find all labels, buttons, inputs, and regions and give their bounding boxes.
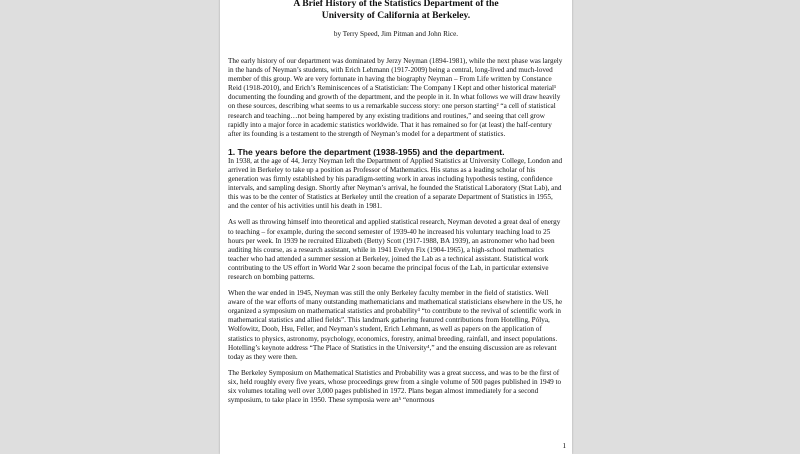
intro-paragraph: The early history of our department was dominated by Jerzy Neyman (1894-1981), while the next phase was largely in the hands of Neyman’s students, with Erich Lehmann (1917-2009) being a central, long-lived and much-loved member of this group. We are very fortunate in having the biography Neyman – From Life written by Constance Reid (1918-2010), and Erich’s Reminiscences of a Statistician: The Company I Kept and other historical material¹ documenting the founding and growth of the department, and the people in it. In what follows we will draw heavily on these sources, describing what seems to us a remarkable success story: one person starting² “a cell of statistical research and teaching…not being hampered by any existing traditions and routines,” and seeing that cell grow rapidly into a major force in academic statistics worldwide. That it has remained so for (at least) the half-century after its founding is a testament to the strength of Neyman’s model for a department of statistics. xyxy=(228,57,563,138)
section-paragraph-4: The Berkeley Symposium on Mathematical Statistics and Probability was a great success, and was to be the first of six, held roughly every five years, whose proceedings grew from a single volume of 500 pages published in 1949 to six volumes totaling well over 3,000 pages published in 1972. Plans began almost immediately for a second symposium, to take place in 1950. These symposia were an⁵ “enormous xyxy=(228,368,562,405)
title-line-1: A Brief History of the Statistics Department of the xyxy=(293,0,499,9)
page-content xyxy=(228,0,564,405)
authors-line: by Terry Speed, Jim Pitman and John Rice. xyxy=(333,30,459,38)
section-paragraph-3: When the war ended in 1945, Neyman was still the only Berkeley faculty member in the field of statistics. Well aware of the war efforts of many outstanding mathematicians and mathematical statisticians elsewhere in the US, he organized a symposium on mathematical statistics and probability³ “to contribute to the revival of scientific work in mathematical statistics and allied fields”. This landmark gathering featured contributions from Hotelling, Pólya, Wolfowitz, Doob, Hsu, Feller, and Neyman’s student, Erich Lehmann, as well as papers on the application of statistics to physics, astronomy, psychology, economics, forestry, animal breeding, rainfall, and insect populations. Hotelling’s keynote address “The Place of Statistics in the University⁴,” and the ensuing discussion are as relevant today as they were then. xyxy=(228,289,563,361)
document-page xyxy=(220,0,572,454)
page-title xyxy=(228,0,564,21)
section-paragraph-2: As well as throwing himself into theoretical and applied statistical research, Neyman devoted a great deal of energy to teaching – for example, during the second semester of 1939-40 he increased his voluntary teaching load to 25 hours per week. In 1939 he recruited Elizabeth (Betty) Scott (1917-1988, BA 1939), an astronomer who had been auditing his course, as a research assistant, while in 1941 Evelyn Fix (1904-1965), a high-school mathematics teacher who had attended a summer session at Berkeley, joined the Lab as a technical assistant. Statistical work contributing to the US effort in World War 2 soon became the principal focus of the Lab, in particular extensive research on bombing patterns. xyxy=(228,218,561,281)
section-heading: 1. The years before the department (1938-1955) and the department. xyxy=(228,146,505,157)
title-line-2: University of California at Berkeley. xyxy=(321,9,471,21)
page-number: 1 xyxy=(562,442,566,450)
section-paragraph-1: In 1938, at the age of 44, Jerzy Neyman left the Department of Applied Statistics at University College, London and arrived in Berkeley to take up a position as Professor of Mathematics. His status as a leading scholar of his generation was firmly established by his paradigm-setting work in areas including hypothesis testing, confidence intervals, and sampling design. Shortly after Neyman’s arrival, he founded the Statistical Laboratory (Stat Lab), and this was to be the center of Statistics at Berkeley until the creation of a separate Department of Statistics in 1955, and the center of his activities until his death in 1981. xyxy=(228,156,563,211)
